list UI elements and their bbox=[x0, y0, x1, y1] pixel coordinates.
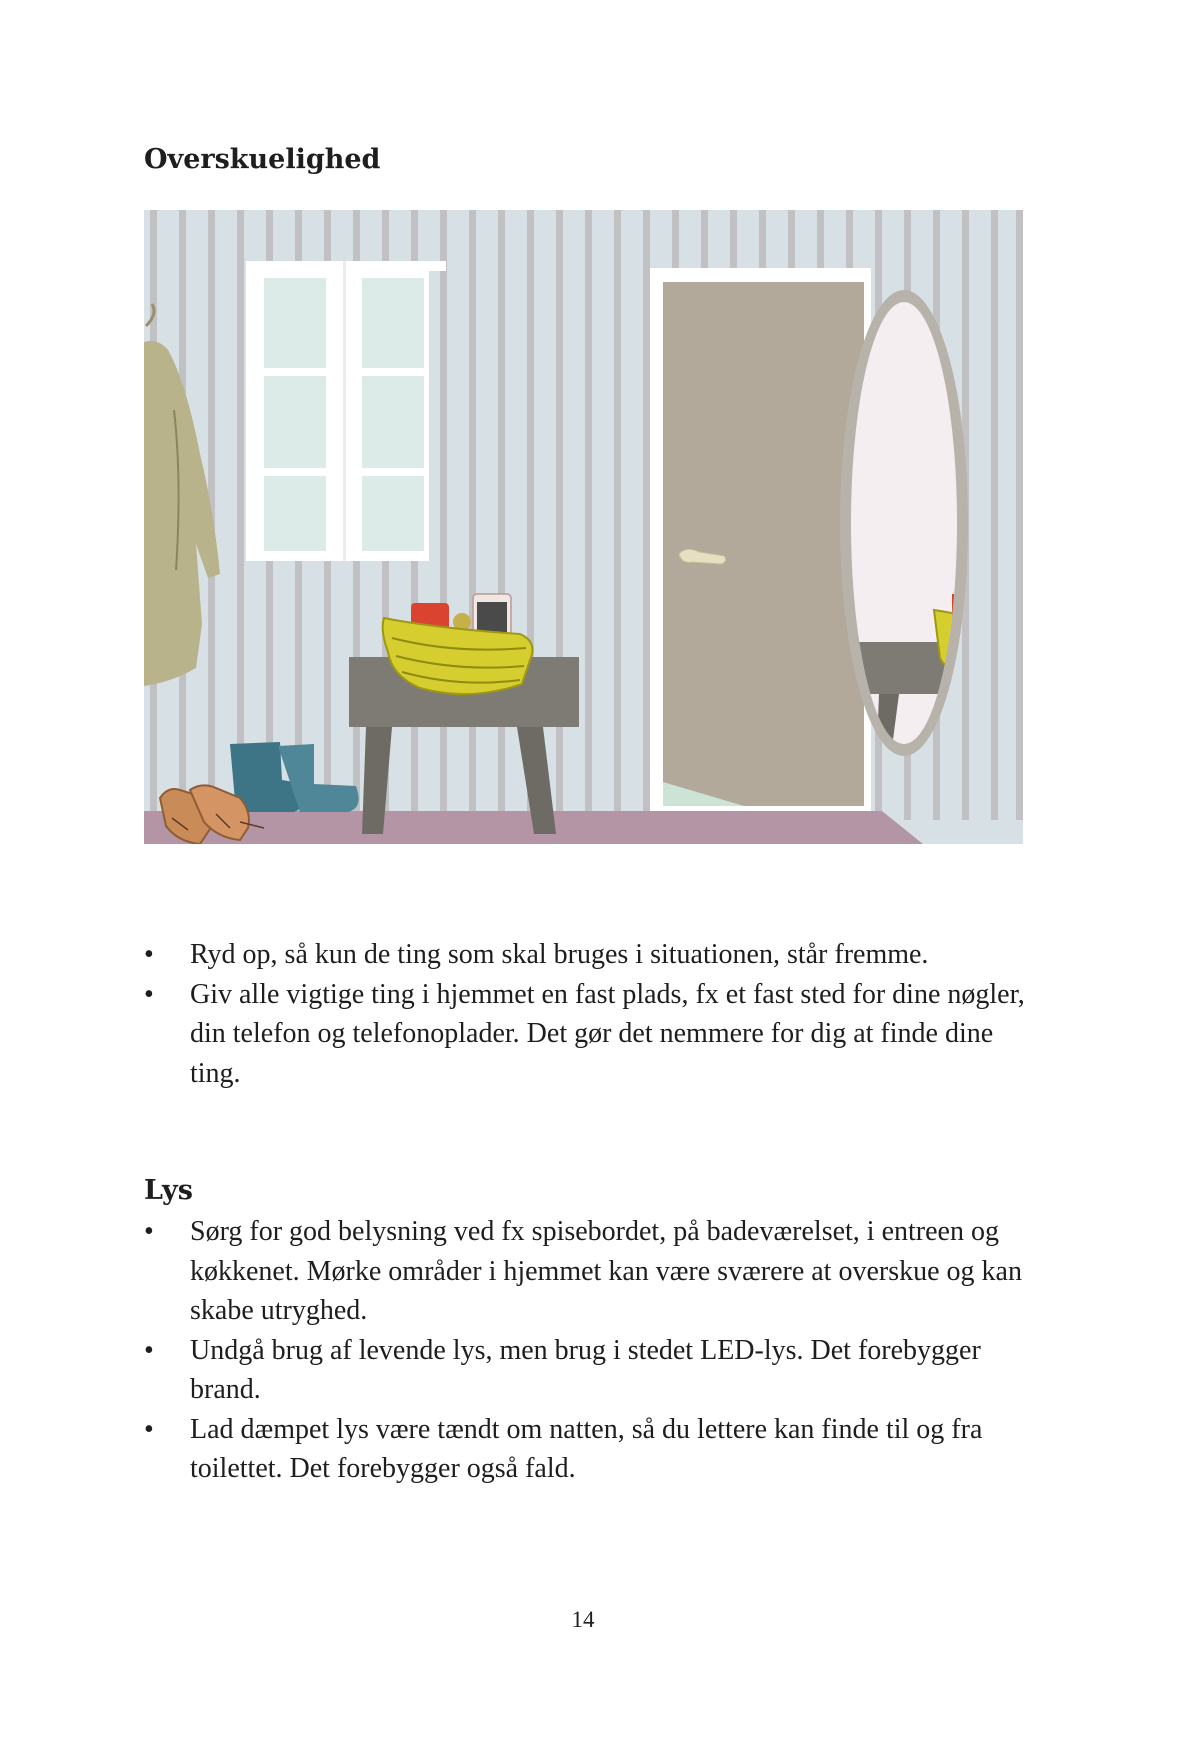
section-heading-lys: Lys bbox=[144, 1175, 193, 1206]
list-item bbox=[144, 1410, 1044, 1489]
bullet-dot: • bbox=[144, 1216, 154, 1247]
window bbox=[246, 261, 446, 561]
section-heading-overskuelighed: Overskuelighed bbox=[144, 144, 381, 175]
bullet-list-lys bbox=[144, 1212, 1044, 1489]
page-number: 14 bbox=[571, 1607, 595, 1632]
bullet-dot: • bbox=[144, 978, 154, 1010]
list-item bbox=[144, 935, 1044, 975]
list-item-text: Undgå brug af levende lys, men brug i stedet LED-lys. Det forebygger brand. bbox=[190, 1334, 981, 1405]
list-item bbox=[144, 1212, 1044, 1331]
bullet-dot: • bbox=[144, 1413, 154, 1445]
list-item-text: Ryd op, så kun de ting som skal bruges i situationen, står fremme. bbox=[190, 939, 929, 970]
bullet-dot: • bbox=[144, 939, 154, 970]
list-item-text: Lad dæmpet lys være tændt om natten, så du lettere kan finde til og fra toilettet. Det forebygger også fald. bbox=[190, 1413, 983, 1484]
door bbox=[650, 268, 871, 818]
list-item-text: Giv alle vigtige ting i hjemmet en fast plads, fx et fast sted for dine nøgler, din telefon og telefonoplader. Det gør det nemmere for dig at finde dine ting. bbox=[190, 978, 1025, 1089]
list-item bbox=[144, 975, 1044, 1094]
list-item bbox=[144, 1331, 1044, 1410]
hallway-illustration bbox=[144, 210, 1023, 844]
bullet-list-overskuelighed bbox=[144, 935, 1044, 1093]
bullet-dot: • bbox=[144, 1334, 154, 1366]
list-item-text: Sørg for god belysning ved fx spisebordet, på badeværelset, i entreen og køkkenet. Mørke områder i hjemmet kan være sværere at overskue og kan skabe utryghed. bbox=[190, 1216, 1022, 1326]
